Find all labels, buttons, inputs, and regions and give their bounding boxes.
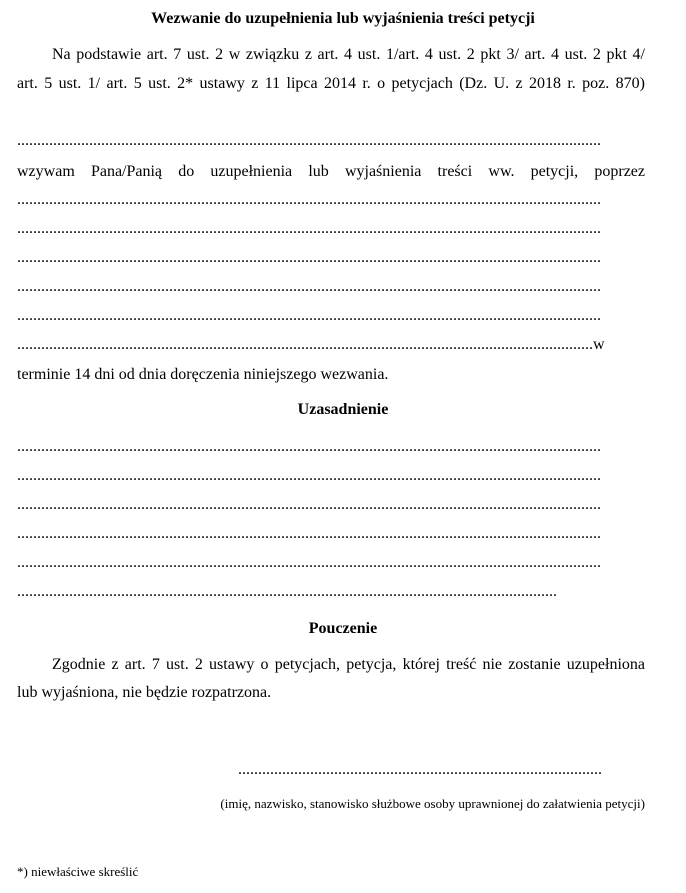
justification-line: ..................................................................................................................................................	[17, 467, 601, 484]
intro-line-1: Na podstawie art. 7 ust. 2 w związku z art. 4 ust. 1/art. 4 ust. 2 pkt 3/ art. 4 ust. 2 pkt 4/	[52, 46, 645, 63]
intro-line-2: art. 5 ust. 1/ art. 5 ust. 2* ustawy z 11 lipca 2014 r. o petycjach (Dz. U. z 2018 r. poz. 870)	[17, 75, 645, 92]
document-title: Wezwanie do uzupełnienia lub wyjaśnienia treści petycji	[151, 10, 535, 27]
signature-caption: (imię, nazwisko, stanowisko służbowe osoby uprawnionej do załatwienia petycji)	[220, 796, 645, 811]
instruction-line-1: Zgodnie z art. 7 ust. 2 ustawy o petycjach, petycja, której treść nie zostanie uzupełniona	[52, 656, 645, 673]
justification-line: ..................................................................................................................................................	[17, 496, 601, 513]
signature-line: ...........................................................................................	[238, 761, 602, 778]
justification-line: ..................................................................................................................................................	[17, 438, 601, 455]
justification-heading: Uzasadnienie	[297, 401, 389, 418]
blank-line-with-w: ................................................................................................................................................w	[17, 336, 605, 353]
footnote: *) niewłaściwe skreślić	[17, 864, 139, 879]
blank-line: ..................................................................................................................................................	[17, 220, 601, 237]
blank-line: ..................................................................................................................................................	[17, 191, 601, 208]
subject-blank-line: ..................................................................................................................................................	[17, 132, 601, 149]
deadline-text: terminie 14 dni od dnia doręczenia niniejszego wezwania.	[17, 366, 389, 383]
intro-line-5: wzywam Pana/Panią do uzupełnienia lub wyjaśnienia treści ww. petycji, poprzez	[17, 163, 645, 180]
justification-line: .......................................................................................................................................	[17, 583, 557, 600]
instruction-line-2: lub wyjaśniona, nie będzie rozpatrzona.	[17, 684, 272, 701]
blank-line: ..................................................................................................................................................	[17, 249, 601, 266]
blank-line: ..................................................................................................................................................	[17, 278, 601, 295]
justification-line: ..................................................................................................................................................	[17, 525, 601, 542]
justification-line: ..................................................................................................................................................	[17, 554, 601, 571]
instruction-heading: Pouczenie	[308, 620, 378, 637]
blank-line: ..................................................................................................................................................	[17, 307, 601, 324]
